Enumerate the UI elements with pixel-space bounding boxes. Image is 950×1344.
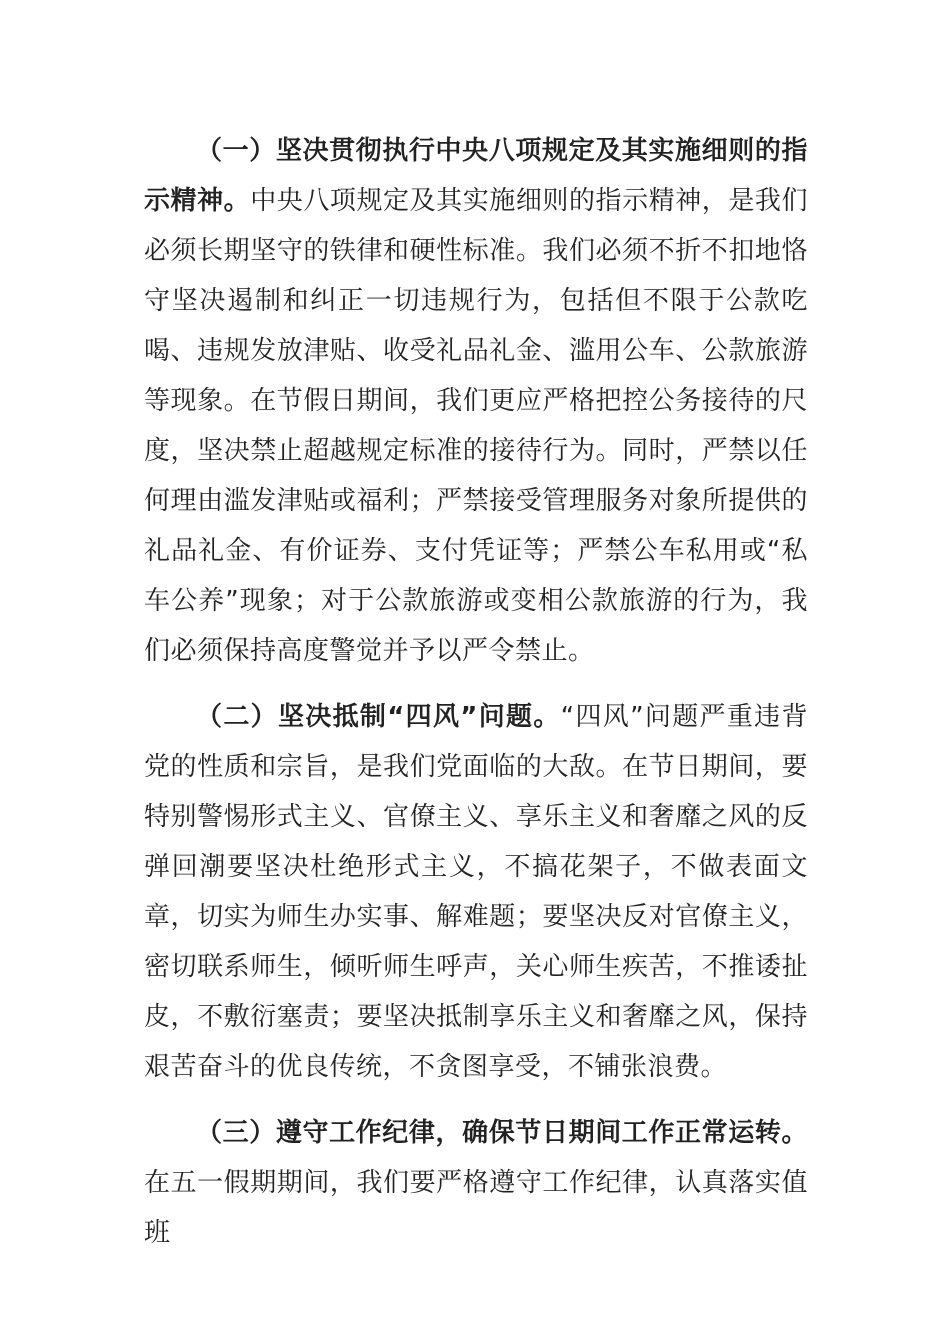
paragraph-2-heading: （二）坚决抵制“四风”问题。 bbox=[196, 702, 561, 732]
paragraph-2 bbox=[144, 692, 808, 1092]
paragraph-1-text: 中央八项规定及其实施细则的指示精神，是我们必须长期坚守的铁律和硬性标准。我们必须不折不扣地恪守坚决遏制和纠正一切违规行为，包括但不限于公款吃喝、违规发放津贴、收受礼品礼金、滥用公车、公款旅游等现象。在节假日期间，我们更应严格把控公务接待的尺度，坚决禁止超越规定标准的接待行为。同时，严禁以任何理由滥发津贴或福利；严禁接受管理服务对象所提供的礼品礼金、有价证券、支付凭证等；严禁公车私用或“私车公养”现象；对于公款旅游或变相公款旅游的行为，我们必须保持高度警觉并予以严令禁止。 bbox=[144, 186, 808, 666]
paragraph-3-heading: （三）遵守工作纪律，确保节日期间工作正常运转。 bbox=[196, 1118, 808, 1148]
paragraph-3-text: 在五一假期期间，我们要严格遵守工作纪律，认真落实值班 bbox=[144, 1168, 808, 1248]
paragraph-1-heading: （一）坚决贯彻执行中央八项规定及其实施细则的指示精神。 bbox=[144, 136, 808, 216]
paragraph-1 bbox=[144, 126, 808, 676]
paragraph-2-text: “四风”问题严重违背党的性质和宗旨，是我们党面临的大敌。在节日期间，要特别警惕形式主义、官僚主义、享乐主义和奢靡之风的反弹回潮要坚决杜绝形式主义，不搞花架子，不做表面文章，切实为师生办实事、解难题；要坚决反对官僚主义，密切联系师生，倾听师生呼声，关心师生疾苦，不推诿扯皮，不敷衍塞责；要坚决抵制享乐主义和奢靡之风，保持艰苦奋斗的优良传统，不贪图享受，不铺张浪费。 bbox=[144, 702, 808, 1082]
paragraph-3 bbox=[144, 1108, 808, 1258]
document-body bbox=[144, 126, 808, 1274]
